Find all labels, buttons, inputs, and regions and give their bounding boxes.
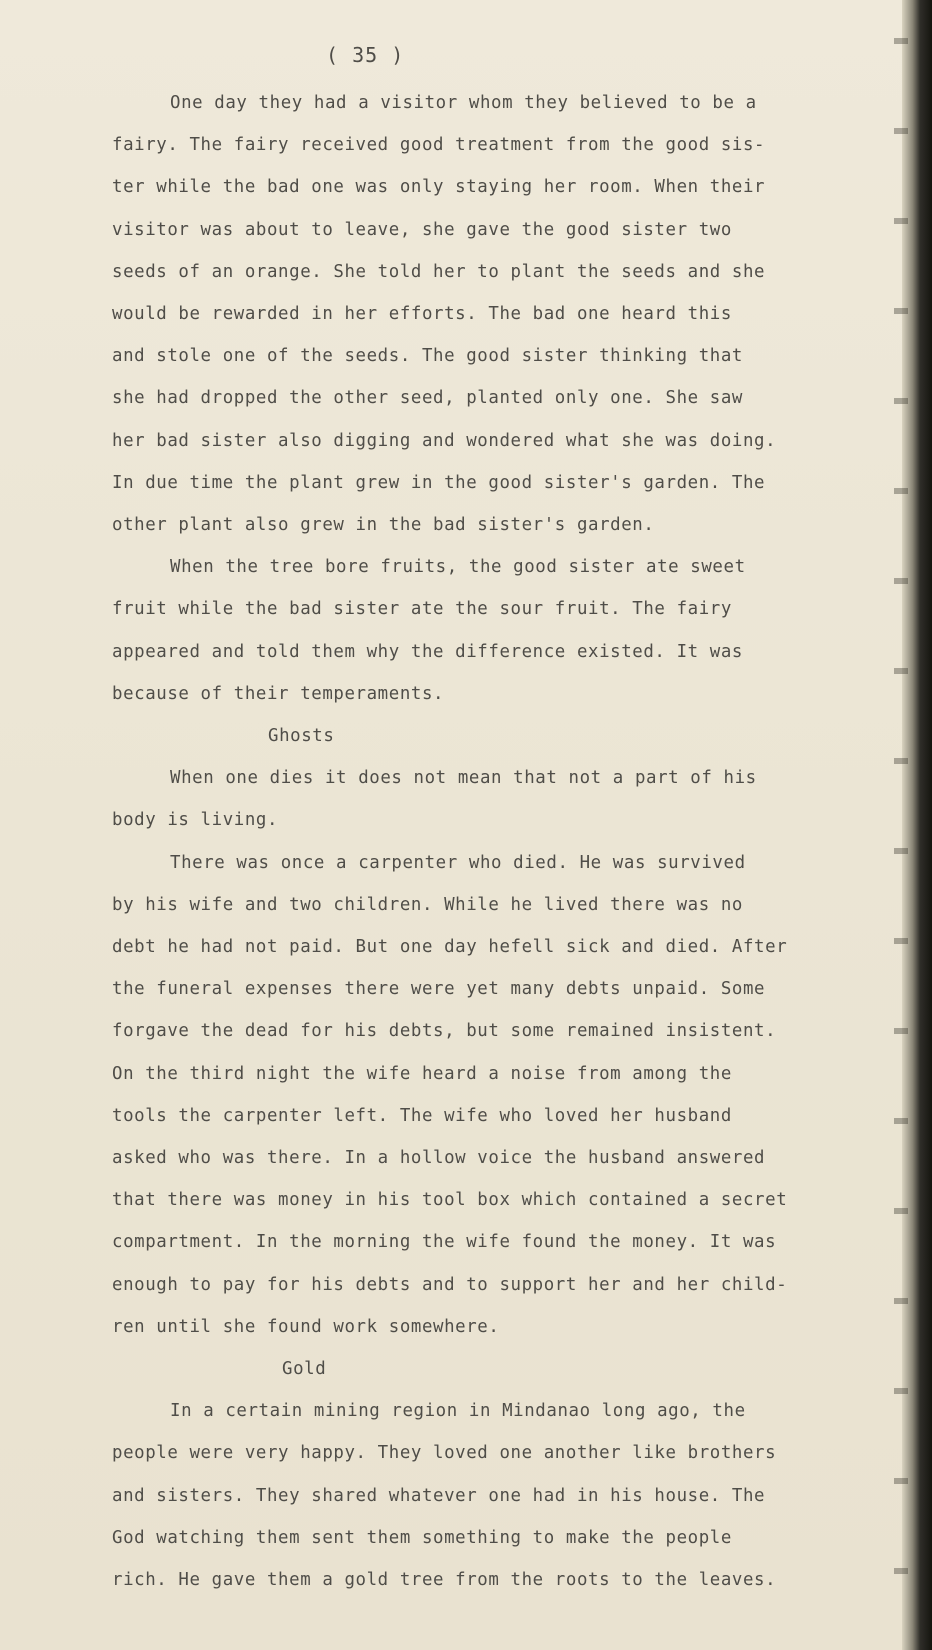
text-line: In a certain mining region in Mindanao long ago, the bbox=[170, 1401, 746, 1421]
text-line: ren until she found work somewhere. bbox=[112, 1317, 500, 1337]
text-line: people were very happy. They loved one another like brothers bbox=[112, 1443, 777, 1463]
text-line: There was once a carpenter who died. He was survived bbox=[170, 853, 746, 873]
text-line: In due time the plant grew in the good sister's garden. The bbox=[112, 473, 766, 493]
text-line: she had dropped the other seed, planted only one. She saw bbox=[112, 388, 743, 408]
text-line: One day they had a visitor whom they believed to be a bbox=[170, 93, 757, 113]
page-number: ( 35 ) bbox=[326, 43, 405, 67]
text-line: and sisters. They shared whatever one had in his house. The bbox=[112, 1486, 766, 1506]
text-line: When the tree bore fruits, the good sister ate sweet bbox=[170, 557, 746, 577]
text-line: debt he had not paid. But one day hefell sick and died. After bbox=[112, 937, 788, 957]
text-line: ter while the bad one was only staying her room. When their bbox=[112, 177, 766, 197]
text-line: fruit while the bad sister ate the sour fruit. The fairy bbox=[112, 599, 732, 619]
text-line: her bad sister also digging and wondered what she was doing. bbox=[112, 431, 777, 451]
text-line: God watching them sent them something to make the people bbox=[112, 1528, 732, 1548]
text-line: enough to pay for his debts and to support her and her child- bbox=[112, 1275, 788, 1295]
text-line: appeared and told them why the difference existed. It was bbox=[112, 642, 743, 662]
page-edge-stains bbox=[894, 0, 908, 1650]
text-line: and stole one of the seeds. The good sister thinking that bbox=[112, 346, 743, 366]
section-heading-gold: Gold bbox=[282, 1359, 327, 1379]
text-line: the funeral expenses there were yet many debts unpaid. Some bbox=[112, 979, 766, 999]
text-line: visitor was about to leave, she gave the good sister two bbox=[112, 220, 732, 240]
text-line: by his wife and two children. While he lived there was no bbox=[112, 895, 743, 915]
text-line: When one dies it does not mean that not a part of his bbox=[170, 768, 757, 788]
text-line: other plant also grew in the bad sister's garden. bbox=[112, 515, 655, 535]
section-heading-ghosts: Ghosts bbox=[268, 726, 335, 746]
text-line: forgave the dead for his debts, but some remained insistent. bbox=[112, 1021, 777, 1041]
text-line: would be rewarded in her efforts. The bad one heard this bbox=[112, 304, 732, 324]
text-line: seeds of an orange. She told her to plant the seeds and she bbox=[112, 262, 766, 282]
text-line: asked who was there. In a hollow voice the husband answered bbox=[112, 1148, 766, 1168]
text-line: On the third night the wife heard a noise from among the bbox=[112, 1064, 732, 1084]
text-line: fairy. The fairy received good treatment from the good sis- bbox=[112, 135, 766, 155]
text-line: body is living. bbox=[112, 810, 279, 830]
text-line: tools the carpenter left. The wife who loved her husband bbox=[112, 1106, 732, 1126]
text-line: rich. He gave them a gold tree from the roots to the leaves. bbox=[112, 1570, 777, 1590]
text-line: because of their temperaments. bbox=[112, 684, 445, 704]
text-line: compartment. In the morning the wife found the money. It was bbox=[112, 1232, 777, 1252]
text-line: that there was money in his tool box which contained a secret bbox=[112, 1190, 788, 1210]
